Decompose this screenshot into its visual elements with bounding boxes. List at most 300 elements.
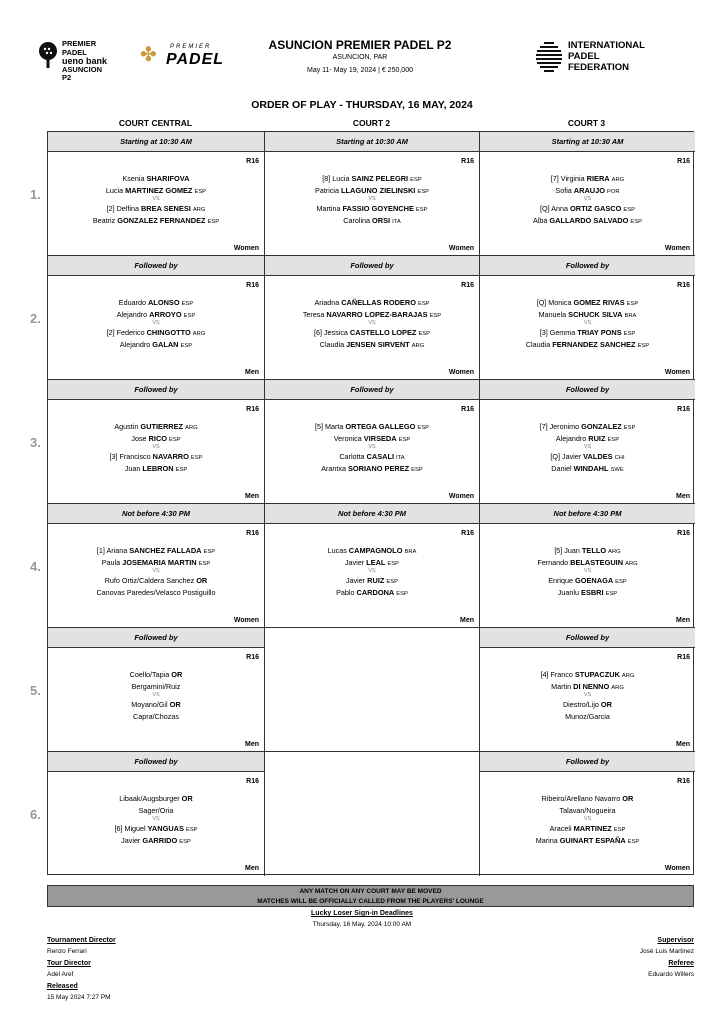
player-nationality: ESP xyxy=(429,312,442,319)
category-label: Men xyxy=(245,369,259,376)
player-line xyxy=(480,297,695,309)
player-surname: OR xyxy=(622,794,634,803)
player-line xyxy=(480,793,695,805)
category-label: Men xyxy=(245,741,259,748)
player-line xyxy=(480,185,695,197)
player-line xyxy=(480,309,695,321)
player-surname: MARTINEZ GOMEZ xyxy=(125,185,193,195)
notice-banner xyxy=(47,885,694,907)
player-nationality: ARG xyxy=(185,425,198,431)
player-surname: RICO xyxy=(148,433,168,443)
player-surname: VALDES xyxy=(583,452,613,461)
player-surname: STUPACZUK xyxy=(574,670,620,679)
player-line xyxy=(265,557,479,569)
start-time-bar: Followed by xyxy=(265,380,479,400)
match-cell xyxy=(48,504,265,628)
match-cell xyxy=(48,256,265,380)
versus-label: VS xyxy=(152,568,160,574)
player-line xyxy=(265,339,479,351)
player-surname: ESBRI xyxy=(580,587,604,597)
player-first-name: Eduardo xyxy=(118,298,148,307)
player-first-name: [4] Franco xyxy=(540,670,575,679)
round-label: R16 xyxy=(461,158,474,165)
player-nationality: ESP xyxy=(613,827,626,833)
versus-label: VS xyxy=(583,816,592,822)
player-line xyxy=(48,173,264,185)
match-players xyxy=(265,173,479,226)
player-first-name: Juanlu xyxy=(557,587,581,597)
round-label: R16 xyxy=(677,654,690,661)
player-first-name: Daniel xyxy=(551,463,574,473)
player-line xyxy=(480,451,695,463)
player-line xyxy=(48,433,264,445)
player-surname: DI NENNO xyxy=(573,681,610,691)
court-header: COURT 3 xyxy=(567,118,606,128)
player-line xyxy=(265,575,479,587)
supervisor-name: José Luis Martinez xyxy=(639,948,694,955)
player-nationality: ESP xyxy=(626,301,639,307)
player-nationality: ARG xyxy=(611,177,625,183)
player-line xyxy=(48,699,264,711)
player-nationality: ESP xyxy=(607,436,620,443)
category-label: Women xyxy=(448,245,474,252)
player-line xyxy=(480,433,695,445)
player-line xyxy=(480,215,695,227)
match-players xyxy=(48,793,264,846)
player-first-name: Alejandro xyxy=(119,339,153,349)
start-time-bar: Followed by xyxy=(48,628,264,648)
player-nationality: ESP xyxy=(418,331,431,337)
player-line xyxy=(48,793,264,805)
player-first-name: Carlotta xyxy=(339,452,367,461)
player-line xyxy=(480,327,695,339)
match-players xyxy=(265,297,479,350)
player-nationality: ESP xyxy=(386,579,399,585)
player-line xyxy=(48,297,264,309)
start-time-bar: Followed by xyxy=(48,380,264,400)
player-first-name: Diestro/Lijo xyxy=(562,700,601,709)
player-line xyxy=(480,823,695,835)
player-first-name: Claudia xyxy=(319,339,347,349)
match-players xyxy=(48,669,264,722)
player-line xyxy=(48,681,264,693)
player-first-name: Fernando xyxy=(537,557,571,567)
player-nationality: ESP xyxy=(623,425,636,431)
player-nationality: ESP xyxy=(417,425,429,431)
player-surname: CHINGOTTO xyxy=(146,328,191,337)
versus-label: VS xyxy=(583,196,592,202)
match-players xyxy=(48,545,264,598)
player-nationality: ESP xyxy=(627,838,640,845)
player-surname: MARTINEZ xyxy=(573,824,612,833)
player-line xyxy=(48,587,264,599)
player-nationality: ESP xyxy=(623,207,635,213)
player-first-name: Lucas xyxy=(327,546,349,555)
start-time-bar: Not before 4:30 PM xyxy=(265,504,479,524)
player-nationality: ARG xyxy=(611,684,624,691)
player-first-name: Rufo Ortiz/Caldera Sanchez xyxy=(104,576,197,585)
player-surname: BELASTEGUIN xyxy=(570,557,624,567)
player-surname: SHARIFOVA xyxy=(146,174,190,183)
player-first-name: Manuela xyxy=(538,309,569,319)
player-first-name: Carolina xyxy=(343,215,373,225)
premier-padel-logo xyxy=(140,44,240,70)
player-surname: LEAL xyxy=(366,557,386,567)
player-first-name: Agustin xyxy=(114,422,141,431)
player-first-name: Ribeiro/Arellano Navarro xyxy=(541,794,623,803)
order-of-play-title: ORDER OF PLAY - THURSDAY, 16 MAY, 2024 xyxy=(251,99,473,111)
round-label: R16 xyxy=(677,406,690,413)
player-surname: CARDONA xyxy=(356,587,395,597)
category-label: Women xyxy=(448,369,474,376)
player-first-name: Coello/Tapia xyxy=(129,670,172,679)
round-label: R16 xyxy=(461,530,474,537)
player-line xyxy=(480,203,695,215)
match-cell xyxy=(265,504,480,628)
globe-icon xyxy=(534,40,564,74)
player-surname: NAVARRO LOPEZ-BARAJAS xyxy=(326,309,428,319)
round-label: R16 xyxy=(677,158,690,165)
player-surname: BREA SENESI xyxy=(140,204,191,213)
category-label: Men xyxy=(676,617,690,624)
star-icon: ✤ xyxy=(140,44,157,66)
match-cell xyxy=(480,132,695,256)
player-nationality: ESP xyxy=(387,560,400,567)
player-nationality: ESP xyxy=(637,342,650,349)
player-nationality: ARG xyxy=(625,560,638,567)
player-surname: RUIZ xyxy=(367,576,385,585)
player-first-name: [5] Juan xyxy=(554,546,582,555)
player-line xyxy=(265,173,479,185)
round-label: R16 xyxy=(246,530,259,537)
player-nationality: ITA xyxy=(392,218,401,225)
match-cell xyxy=(48,628,265,752)
player-line xyxy=(480,835,695,847)
player-first-name: Alejandro xyxy=(116,309,150,319)
round-label: R16 xyxy=(677,282,690,289)
player-first-name: Jose xyxy=(131,433,149,443)
player-nationality: ESP xyxy=(417,301,430,307)
player-surname: RIERA xyxy=(586,174,610,183)
round-label: R16 xyxy=(246,282,259,289)
player-surname: CAMPAGNOLO xyxy=(348,546,403,555)
player-nationality: ESP xyxy=(605,590,618,597)
player-surname: ORTIZ GASCO xyxy=(570,204,622,213)
start-time-bar: Not before 4:30 PM xyxy=(48,504,264,524)
category-label: Women xyxy=(664,245,690,252)
player-line xyxy=(480,587,695,599)
player-first-name: Enrique xyxy=(548,576,575,585)
player-nationality: ESP xyxy=(411,466,423,473)
player-surname: OR xyxy=(169,700,181,709)
player-surname: OR xyxy=(181,794,193,803)
player-surname: GALLARDO SALVADO xyxy=(549,215,629,225)
tournament-location: ASUNCION, PAR xyxy=(332,54,388,61)
versus-label: VS xyxy=(368,320,376,326)
player-nationality: ESP xyxy=(410,177,422,183)
player-line xyxy=(48,835,264,847)
versus-label: VS xyxy=(583,320,592,326)
player-line xyxy=(265,297,479,309)
start-time-bar: Starting at 10:30 AM xyxy=(480,132,695,152)
player-first-name: Libaak/Augsburger xyxy=(119,794,182,803)
player-surname: OR xyxy=(196,576,208,585)
player-surname: SCHUCK SILVA xyxy=(568,309,623,319)
court-header: COURT CENTRAL xyxy=(118,118,193,128)
player-first-name: Veronica xyxy=(333,433,364,443)
player-first-name: Talavan/Nogueira xyxy=(559,805,616,815)
match-players xyxy=(265,545,479,598)
versus-label: VS xyxy=(368,196,376,202)
player-line xyxy=(265,327,479,339)
player-nationality: ESP xyxy=(180,342,193,349)
category-label: Men xyxy=(245,865,259,872)
tournament-title: ASUNCION PREMIER PADEL P2 xyxy=(268,38,452,52)
player-nationality: CHI xyxy=(614,455,625,461)
player-nationality: ESP xyxy=(194,188,207,195)
lucky-loser-date: Thursday, 16 May, 2024 10:00 AM xyxy=(312,921,412,928)
match-cell xyxy=(265,256,480,380)
logo-line: PREMIER PADEL xyxy=(62,39,97,57)
player-first-name: Moyano/Gil xyxy=(131,700,170,709)
logo-line: P2 xyxy=(62,73,72,82)
round-label: R16 xyxy=(677,530,690,537)
match-players xyxy=(48,173,264,226)
player-surname: TELLO xyxy=(581,546,607,555)
player-surname: GONZALEZ xyxy=(581,422,622,431)
player-first-name: Javier xyxy=(121,835,143,845)
player-line xyxy=(480,557,695,569)
player-first-name: [7] Jeronimo xyxy=(539,422,582,431)
start-time-bar: Starting at 10:30 AM xyxy=(265,132,479,152)
player-first-name: Juan xyxy=(124,463,143,473)
referee-label: Referee xyxy=(668,960,694,967)
player-surname: SANCHEZ FALLADA xyxy=(129,546,202,555)
player-surname: CASTELLO LOPEZ xyxy=(349,328,417,337)
player-first-name: Araceli xyxy=(549,824,574,833)
player-surname: JENSEN SIRVENT xyxy=(346,339,410,349)
player-first-name: Sofia xyxy=(555,185,574,195)
match-cell xyxy=(48,752,265,876)
versus-label: VS xyxy=(583,568,592,574)
match-players xyxy=(48,421,264,474)
player-first-name: [6] Jessica xyxy=(313,328,350,337)
player-nationality: ESP xyxy=(175,466,188,473)
player-line xyxy=(48,805,264,817)
international-padel-federation-logo xyxy=(534,40,664,76)
player-first-name: Ariadna xyxy=(314,298,342,307)
player-line xyxy=(48,215,264,227)
round-label: R16 xyxy=(246,778,259,785)
player-line xyxy=(480,669,695,681)
player-surname: GONZALEZ FERNANDEZ xyxy=(117,215,206,225)
match-players xyxy=(480,421,695,474)
start-time-bar: Followed by xyxy=(480,752,695,772)
player-nationality: BRA xyxy=(624,312,637,319)
match-cell xyxy=(48,132,265,256)
player-line xyxy=(48,669,264,681)
category-label: Men xyxy=(676,493,690,500)
tournament-dates: May 11- May 19, 2024 | € 250,000 xyxy=(307,67,413,74)
start-time-bar: Not before 4:30 PM xyxy=(480,504,695,524)
match-cell xyxy=(265,380,480,504)
player-surname: GUTIERREZ xyxy=(140,422,184,431)
match-cell xyxy=(480,628,695,752)
versus-label: VS xyxy=(368,444,376,450)
player-nationality: ESP xyxy=(169,436,181,443)
round-label: R16 xyxy=(246,654,259,661)
player-line xyxy=(48,557,264,569)
player-nationality: ESP xyxy=(207,218,220,225)
logo-line: INTERNATIONAL xyxy=(568,40,645,51)
player-nationality: BRA xyxy=(404,549,417,555)
player-surname: GARRIDO xyxy=(142,835,178,845)
start-time-bar: Followed by xyxy=(48,256,264,276)
player-line xyxy=(48,545,264,557)
player-first-name: [3] Gemma xyxy=(539,328,578,337)
supervisor-label: Supervisor xyxy=(657,937,694,944)
player-line xyxy=(48,463,264,475)
start-time-bar: Followed by xyxy=(480,628,695,648)
player-surname: SORIANO PEREZ xyxy=(347,463,410,473)
versus-label: VS xyxy=(152,444,160,450)
player-first-name: Munoz/Garcia xyxy=(565,711,610,721)
player-line xyxy=(48,185,264,197)
player-first-name: [6] Miguel xyxy=(114,824,148,833)
player-line xyxy=(48,203,264,215)
player-line xyxy=(480,339,695,351)
player-line xyxy=(265,309,479,321)
start-time-bar: Followed by xyxy=(48,752,264,772)
player-first-name: Alba xyxy=(533,215,550,225)
player-first-name: Canovas Paredes/Velasco Postiguillo xyxy=(96,587,216,597)
player-first-name: Ksenia xyxy=(122,174,147,183)
player-line xyxy=(265,421,479,433)
versus-label: VS xyxy=(583,444,592,450)
player-nationality: ARG xyxy=(192,331,206,337)
player-surname: NAVARRO xyxy=(152,452,189,461)
tour-director-label: Tour Director xyxy=(47,960,91,967)
player-surname: GUINART ESPAÑA xyxy=(559,835,626,845)
versus-label: VS xyxy=(152,196,160,202)
released-date: 15 May 2024 7:27 PM xyxy=(47,994,111,1001)
versus-label: VS xyxy=(152,816,160,822)
player-surname: YANGUAS xyxy=(147,824,184,833)
player-nationality: ARG xyxy=(608,549,621,555)
logo-line: PADEL xyxy=(568,51,600,62)
row-number: 1. xyxy=(30,187,41,202)
player-first-name: Martina xyxy=(316,204,343,213)
player-line xyxy=(480,421,695,433)
category-label: Men xyxy=(460,617,474,624)
category-label: Women xyxy=(233,245,259,252)
player-surname: SAINZ PELEGRI xyxy=(351,174,409,183)
player-first-name: Javier xyxy=(344,557,367,567)
player-nationality: ESP xyxy=(623,331,636,337)
player-first-name: Arantxa xyxy=(321,463,348,473)
player-first-name: [8] Lucia xyxy=(322,174,352,183)
player-nationality: ESP xyxy=(183,312,196,319)
logo-line: FEDERATION xyxy=(568,62,630,73)
player-line xyxy=(480,545,695,557)
player-first-name: Bergamini/Ruiz xyxy=(131,681,181,691)
player-surname: WINDAHL xyxy=(573,463,609,473)
lucky-loser-label: Lucky Loser Sign-in Deadlines xyxy=(311,910,413,917)
player-first-name: [5] Marta xyxy=(315,422,346,431)
match-cell xyxy=(480,504,695,628)
match-players xyxy=(480,793,695,846)
category-label: Women xyxy=(233,617,259,624)
match-cell xyxy=(48,380,265,504)
player-line xyxy=(480,173,695,185)
player-line xyxy=(265,587,479,599)
row-number: 3. xyxy=(30,435,41,450)
player-nationality: ESP xyxy=(630,218,642,225)
round-label: R16 xyxy=(461,282,474,289)
player-nationality: ESP xyxy=(398,436,411,443)
player-nationality: ESP xyxy=(203,549,216,555)
player-surname: ARROYO xyxy=(149,309,182,319)
versus-label: VS xyxy=(152,320,160,326)
player-line xyxy=(265,433,479,445)
player-line xyxy=(480,699,695,711)
player-nationality: POR xyxy=(607,188,620,195)
tournament-director-label: Tournament Director xyxy=(47,937,116,944)
player-first-name: [1] Ariana xyxy=(96,546,130,555)
empty-match-cell xyxy=(265,628,480,752)
player-line xyxy=(48,451,264,463)
match-players xyxy=(480,173,695,226)
player-line xyxy=(265,463,479,475)
court-header: COURT 2 xyxy=(352,118,391,128)
start-time-bar: Starting at 10:30 AM xyxy=(48,132,264,152)
player-surname: VIRSEDA xyxy=(363,433,397,443)
tournament-director-name: Renzo Ferrari xyxy=(47,948,87,955)
player-line xyxy=(265,545,479,557)
player-first-name: Sager/Oria xyxy=(138,805,174,815)
player-line xyxy=(265,185,479,197)
player-first-name: [Q] Javier xyxy=(550,452,584,461)
player-nationality: ESP xyxy=(415,207,428,213)
player-first-name: Javier xyxy=(345,576,368,585)
player-nationality: ESP xyxy=(190,455,203,461)
player-line xyxy=(48,327,264,339)
versus-label: VS xyxy=(583,692,592,698)
player-first-name: Paula xyxy=(101,557,123,567)
row-number: 5. xyxy=(30,683,41,698)
player-surname: OR xyxy=(171,670,183,679)
round-label: R16 xyxy=(246,158,259,165)
player-nationality: ITA xyxy=(396,455,405,461)
player-first-name: Martin xyxy=(551,681,574,691)
match-players xyxy=(480,669,695,722)
logo-line: ueno bank xyxy=(62,56,108,66)
player-line xyxy=(48,575,264,587)
start-time-bar: Followed by xyxy=(265,256,479,276)
ueno-bank-asuncion-logo xyxy=(38,39,122,82)
player-line xyxy=(48,421,264,433)
player-surname: RUIZ xyxy=(588,433,606,443)
player-nationality: ESP xyxy=(396,590,408,597)
match-players xyxy=(48,297,264,350)
player-surname: JOSEMARIA MARTIN xyxy=(122,557,197,567)
match-players xyxy=(480,545,695,598)
player-first-name: Alejandro xyxy=(555,433,589,443)
player-first-name: Lucia xyxy=(105,185,126,195)
player-first-name: Capra/Chozas xyxy=(133,711,179,721)
player-line xyxy=(48,711,264,723)
player-first-name: Marina xyxy=(535,835,560,845)
